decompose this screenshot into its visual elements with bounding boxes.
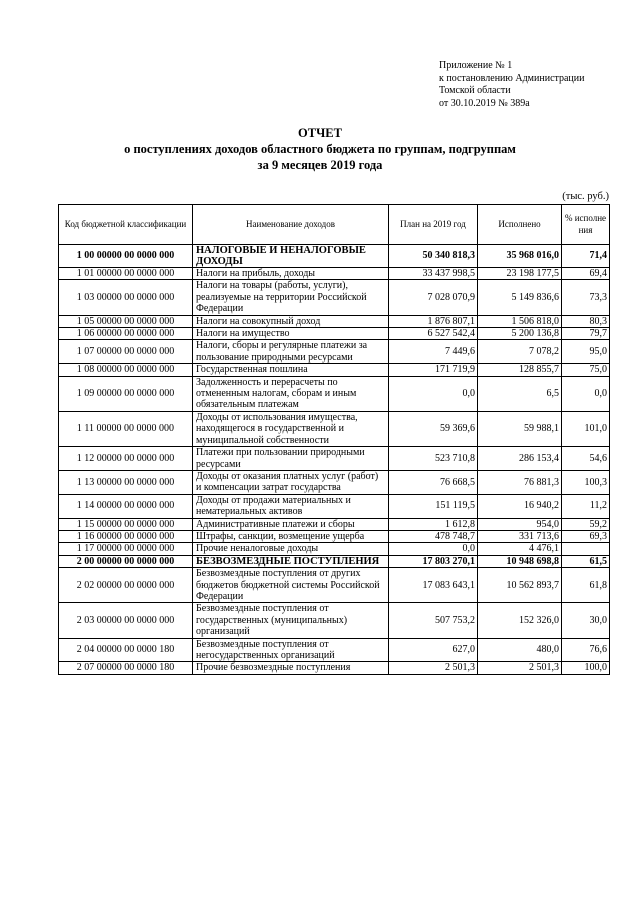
cell-pct: 80,3 (562, 315, 610, 327)
table-row (59, 568, 610, 603)
header-done: Исполнено (478, 205, 562, 245)
cell-code: 1 13 00000 00 0000 000 (59, 470, 193, 494)
table-row (59, 638, 610, 662)
cell-code: 1 06 00000 00 0000 000 (59, 328, 193, 340)
cell-plan: 59 369,6 (389, 411, 478, 446)
cell-code: 1 14 00000 00 0000 000 (59, 494, 193, 518)
unit-label: (тыс. руб.) (562, 191, 609, 202)
cell-name: Налоги, сборы и регулярные платежи за пользование природными ресурсами (193, 340, 389, 364)
cell-pct: 100,0 (562, 662, 610, 674)
report-title (0, 125, 640, 173)
cell-done: 286 153,4 (478, 447, 562, 471)
table-row (59, 340, 610, 364)
appendix-line: Приложение № 1 (439, 60, 513, 71)
cell-pct: 11,2 (562, 494, 610, 518)
cell-name: Безвозмездные поступления от негосударственных организаций (193, 638, 389, 662)
cell-plan: 7 028 070,9 (389, 280, 478, 315)
cell-code: 1 11 00000 00 0000 000 (59, 411, 193, 446)
cell-code: 2 00 00000 00 0000 000 (59, 555, 193, 567)
cell-pct: 79,7 (562, 328, 610, 340)
table-row (59, 447, 610, 471)
table-row (59, 518, 610, 530)
cell-done: 2 501,3 (478, 662, 562, 674)
table-row (59, 470, 610, 494)
cell-done: 331 713,6 (478, 530, 562, 542)
table-row (59, 245, 610, 268)
cell-plan: 478 748,7 (389, 530, 478, 542)
income-table (58, 204, 610, 675)
cell-code: 1 16 00000 00 0000 000 (59, 530, 193, 542)
table-row (59, 494, 610, 518)
cell-done: 152 326,0 (478, 603, 562, 638)
table-row (59, 328, 610, 340)
cell-name: Безвозмездные поступления от государственных (муниципальных) организаций (193, 603, 389, 638)
appendix-header (439, 60, 585, 110)
cell-plan: 1 876 807,1 (389, 315, 478, 327)
header-plan: План на 2019 год (389, 205, 478, 245)
cell-plan: 33 437 998,5 (389, 268, 478, 280)
cell-name: Налоги на товары (работы, услуги), реализуемые на территории Российской Федерации (193, 280, 389, 315)
cell-done: 5 200 136,8 (478, 328, 562, 340)
cell-code: 1 00 00000 00 0000 000 (59, 245, 193, 268)
cell-done: 4 476,1 (478, 543, 562, 555)
appendix-line: к постановлению Администрации (439, 72, 585, 84)
cell-done: 16 940,2 (478, 494, 562, 518)
appendix-line: от 30.10.2019 № 389а (439, 97, 530, 109)
cell-code: 1 05 00000 00 0000 000 (59, 315, 193, 327)
cell-name: Налоги на имущество (193, 328, 389, 340)
cell-name: БЕЗВОЗМЕЗДНЫЕ ПОСТУПЛЕНИЯ (193, 555, 389, 567)
cell-plan: 523 710,8 (389, 447, 478, 471)
header-code: Код бюджетной классификации (59, 205, 193, 245)
table-row (59, 315, 610, 327)
cell-pct: 95,0 (562, 340, 610, 364)
cell-code: 1 08 00000 00 0000 000 (59, 364, 193, 376)
cell-code: 1 07 00000 00 0000 000 (59, 340, 193, 364)
cell-done: 6,5 (478, 376, 562, 411)
cell-code: 2 07 00000 00 0000 180 (59, 662, 193, 674)
cell-name: Прочие безвозмездные поступления (193, 662, 389, 674)
cell-plan: 1 612,8 (389, 518, 478, 530)
cell-name: Государственная пошлина (193, 364, 389, 376)
cell-plan: 50 340 818,3 (389, 245, 478, 268)
cell-name: Доходы от продажи материальных и нематериальных активов (193, 494, 389, 518)
cell-pct: 54,6 (562, 447, 610, 471)
table-row (59, 530, 610, 542)
cell-plan: 2 501,3 (389, 662, 478, 674)
cell-name: Доходы от оказания платных услуг (работ) и компенсации затрат государства (193, 470, 389, 494)
cell-code: 1 15 00000 00 0000 000 (59, 518, 193, 530)
cell-done: 7 078,2 (478, 340, 562, 364)
cell-pct: 69,3 (562, 530, 610, 542)
cell-name: Налоги на прибыль, доходы (193, 268, 389, 280)
cell-name: Административные платежи и сборы (193, 518, 389, 530)
cell-done: 10 562 893,7 (478, 568, 562, 603)
cell-pct: 0,0 (562, 376, 610, 411)
cell-pct: 101,0 (562, 411, 610, 446)
table-row (59, 280, 610, 315)
table-row (59, 268, 610, 280)
table-row (59, 376, 610, 411)
cell-code: 2 04 00000 00 0000 180 (59, 638, 193, 662)
cell-plan: 17 083 643,1 (389, 568, 478, 603)
table-row (59, 411, 610, 446)
cell-code: 2 03 00000 00 0000 000 (59, 603, 193, 638)
cell-plan: 76 668,5 (389, 470, 478, 494)
cell-done: 59 988,1 (478, 411, 562, 446)
cell-name: Платежи при пользовании природными ресурсами (193, 447, 389, 471)
title-line: о поступлениях доходов областного бюджета по группам, подгруппам (124, 142, 516, 156)
cell-code: 1 12 00000 00 0000 000 (59, 447, 193, 471)
cell-plan: 17 803 270,1 (389, 555, 478, 567)
cell-name: Безвозмездные поступления от других бюджетов бюджетной системы Российской Федерации (193, 568, 389, 603)
table-row (59, 543, 610, 555)
header-pct: % исполне ния (562, 205, 610, 245)
cell-done: 10 948 698,8 (478, 555, 562, 567)
cell-name: Налоги на совокупный доход (193, 315, 389, 327)
cell-pct: 73,3 (562, 280, 610, 315)
table-header-row (59, 205, 610, 245)
table-row (59, 662, 610, 674)
cell-pct: 61,5 (562, 555, 610, 567)
cell-done: 5 149 836,6 (478, 280, 562, 315)
table-row (59, 364, 610, 376)
appendix-line: Томской области (439, 85, 511, 97)
cell-done: 480,0 (478, 638, 562, 662)
title-line: ОТЧЕТ (298, 126, 342, 140)
cell-pct: 61,8 (562, 568, 610, 603)
cell-pct: 69,4 (562, 268, 610, 280)
header-name: Наименование доходов (193, 205, 389, 245)
cell-name: Задолженность и перерасчеты по отмененным налогам, сборам и иным обязательным платежам (193, 376, 389, 411)
cell-done: 954,0 (478, 518, 562, 530)
cell-code: 1 01 00000 00 0000 000 (59, 268, 193, 280)
cell-plan: 171 719,9 (389, 364, 478, 376)
cell-pct: 100,3 (562, 470, 610, 494)
cell-done: 128 855,7 (478, 364, 562, 376)
cell-plan: 7 449,6 (389, 340, 478, 364)
cell-name: Прочие неналоговые доходы (193, 543, 389, 555)
cell-done: 76 881,3 (478, 470, 562, 494)
cell-pct: 71,4 (562, 245, 610, 268)
cell-pct (562, 543, 610, 555)
cell-code: 1 03 00000 00 0000 000 (59, 280, 193, 315)
cell-code: 2 02 00000 00 0000 000 (59, 568, 193, 603)
cell-plan: 507 753,2 (389, 603, 478, 638)
cell-code: 1 17 00000 00 0000 000 (59, 543, 193, 555)
cell-plan: 6 527 542,4 (389, 328, 478, 340)
cell-done: 35 968 016,0 (478, 245, 562, 268)
cell-name: НАЛОГОВЫЕ И НЕНАЛОГОВЫЕ ДОХОДЫ (193, 245, 389, 268)
cell-name: Штрафы, санкции, возмещение ущерба (193, 530, 389, 542)
cell-pct: 59,2 (562, 518, 610, 530)
cell-pct: 30,0 (562, 603, 610, 638)
cell-pct: 75,0 (562, 364, 610, 376)
table-row (59, 603, 610, 638)
cell-plan: 0,0 (389, 543, 478, 555)
cell-plan: 151 119,5 (389, 494, 478, 518)
cell-plan: 0,0 (389, 376, 478, 411)
cell-pct: 76,6 (562, 638, 610, 662)
table-body (59, 245, 610, 675)
table-row (59, 555, 610, 567)
title-line: за 9 месяцев 2019 года (257, 158, 383, 172)
cell-code: 1 09 00000 00 0000 000 (59, 376, 193, 411)
cell-done: 23 198 177,5 (478, 268, 562, 280)
cell-name: Доходы от использования имущества, находящегося в государственной и муниципальной собственности (193, 411, 389, 446)
cell-done: 1 506 818,0 (478, 315, 562, 327)
cell-plan: 627,0 (389, 638, 478, 662)
